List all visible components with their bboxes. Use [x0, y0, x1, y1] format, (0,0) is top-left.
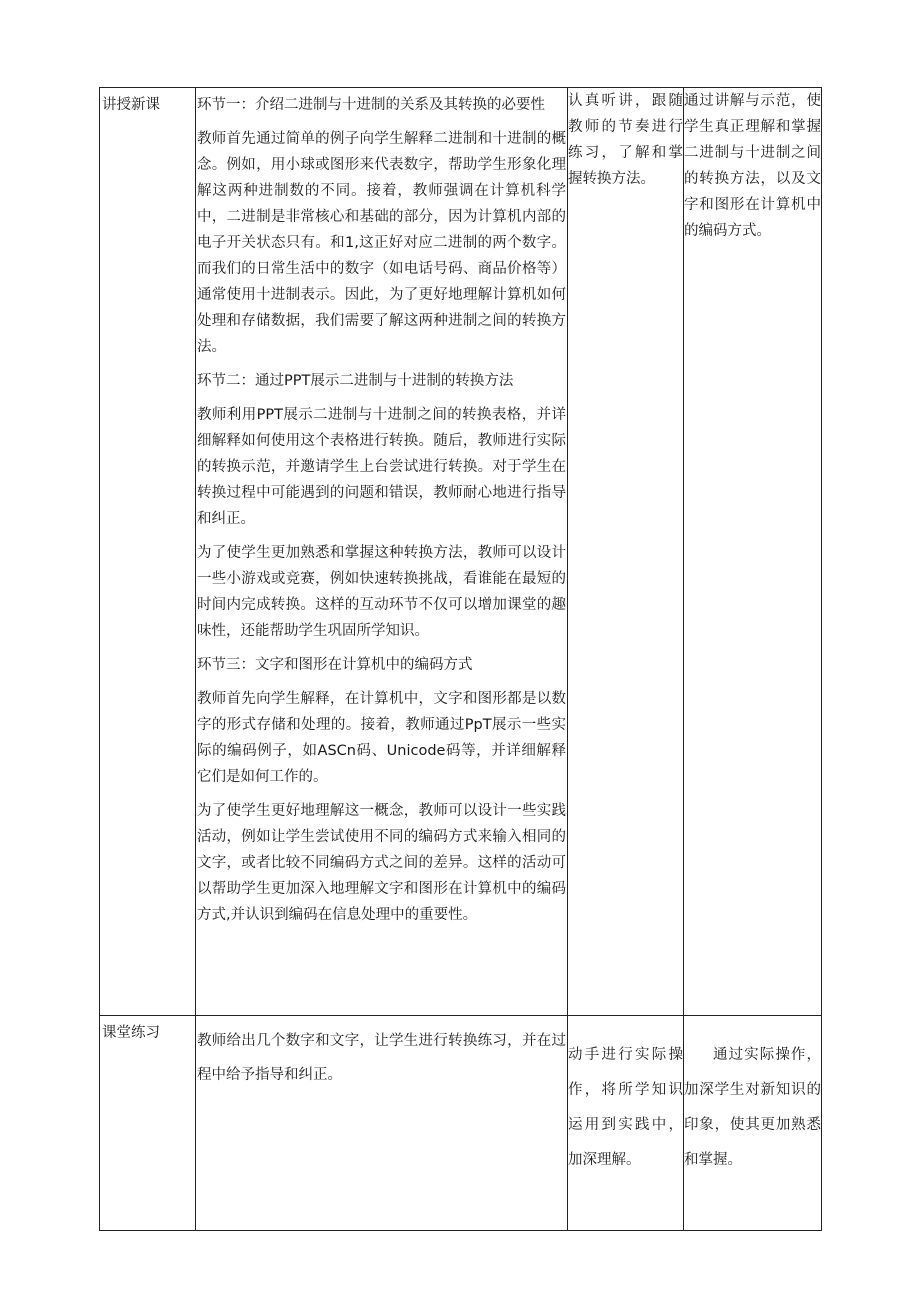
section-2-paragraph-2: 为了使学生更加熟悉和掌握这种转换方法，教师可以设计一些小游戏或竞赛，例如快速转换挑战，看谁能在最短的时间内完成转换。这样的互动环节不仅可以增加课堂的趣味性，还能帮助学生巩固所学知识。: [197, 545, 566, 639]
row-label-cell: [100, 88, 196, 1016]
design-purpose-text: 通过实际操作，加深学生对新知识的印象，使其更加熟悉和掌握。: [684, 1047, 821, 1168]
section-1-paragraph-1: 教师首先通过简单的例子向学生解释二进制和十进制的概念。例如，用小球或图形来代表数字，帮助学生形象化理解这两种进制数的不同。接着，教师强调在计算机科学中，二进制是非常核心和基础的部分，因为计算机内部的电子开关状态只有。和1,这正好对应二进制的两个数字。而我们的日常生活中的数字（如电话号码、商品价格等）通常使用十进制表示。因此，为了更好地理解计算机如何处理和存储数据，我们需要了解这两种进制之间的转换方法。: [197, 131, 566, 355]
teacher-activity-cell: [196, 88, 568, 1016]
table-row-new-lesson: [100, 88, 822, 1016]
design-purpose-cell: [684, 88, 822, 1016]
student-activity-text: 认真听讲，跟随教师的节奏进行练习，了解和掌握转换方法。: [568, 93, 683, 187]
section-heading-3: 环节三：文字和图形在计算机中的编码方式: [197, 657, 473, 673]
teacher-activity-cell: [196, 1016, 568, 1231]
row-label: 讲授新课: [102, 97, 160, 113]
design-purpose-text: 通过讲解与示范，使学生真正理解和掌握二进制与十进制之间的转换方法，以及文字和图形在计算机中的编码方式。: [684, 93, 821, 239]
section-2-paragraph-1: 教师利用PPT展示二进制与十进制之间的转换表格，并详细解释如何使用这个表格进行转换。随后，教师进行实际的转换示范，并邀请学生上台尝试进行转换。对于学生在转换过程中可能遇到的问题和错误，教师耐心地进行指导和纠正。: [197, 407, 566, 527]
section-heading-1: 环节一：介绍二进制与十进制的关系及其转换的必要性: [197, 97, 545, 113]
row-label: 课堂练习: [102, 1025, 160, 1041]
table-row-practice: [100, 1016, 822, 1231]
lesson-plan-table: [99, 87, 822, 1231]
section-heading-2: 环节二：通过PPT展示二进制与十进制的转换方法: [197, 373, 514, 389]
design-purpose-cell: [684, 1016, 822, 1231]
row-label-cell: [100, 1016, 196, 1231]
student-activity-text: 动手进行实际操作，将所学知识运用到实践中，加深理解。: [568, 1047, 683, 1168]
section-3-paragraph-2: 为了使学生更好地理解这一概念，教师可以设计一些实践活动，例如让学生尝试使用不同的编码方式来输入相同的文字，或者比较不同编码方式之间的差异。这样的活动可以帮助学生更加深入地理解文字和图形在计算机中的编码方式,并认识到编码在信息处理中的重要性。: [197, 803, 566, 923]
practice-content-text: 教师给出几个数字和文字，让学生进行转换练习，并在过程中给予指导和纠正。: [197, 1033, 566, 1083]
student-activity-cell: [568, 1016, 684, 1231]
section-3-paragraph-1: 教师首先向学生解释，在计算机中，文字和图形都是以数字的形式存储和处理的。接着，教师通过PpT展示一些实际的编码例子，如ASCn码、Unicode码等，并详细解释它们是如何工作的。: [197, 691, 566, 785]
student-activity-cell: [568, 88, 684, 1016]
